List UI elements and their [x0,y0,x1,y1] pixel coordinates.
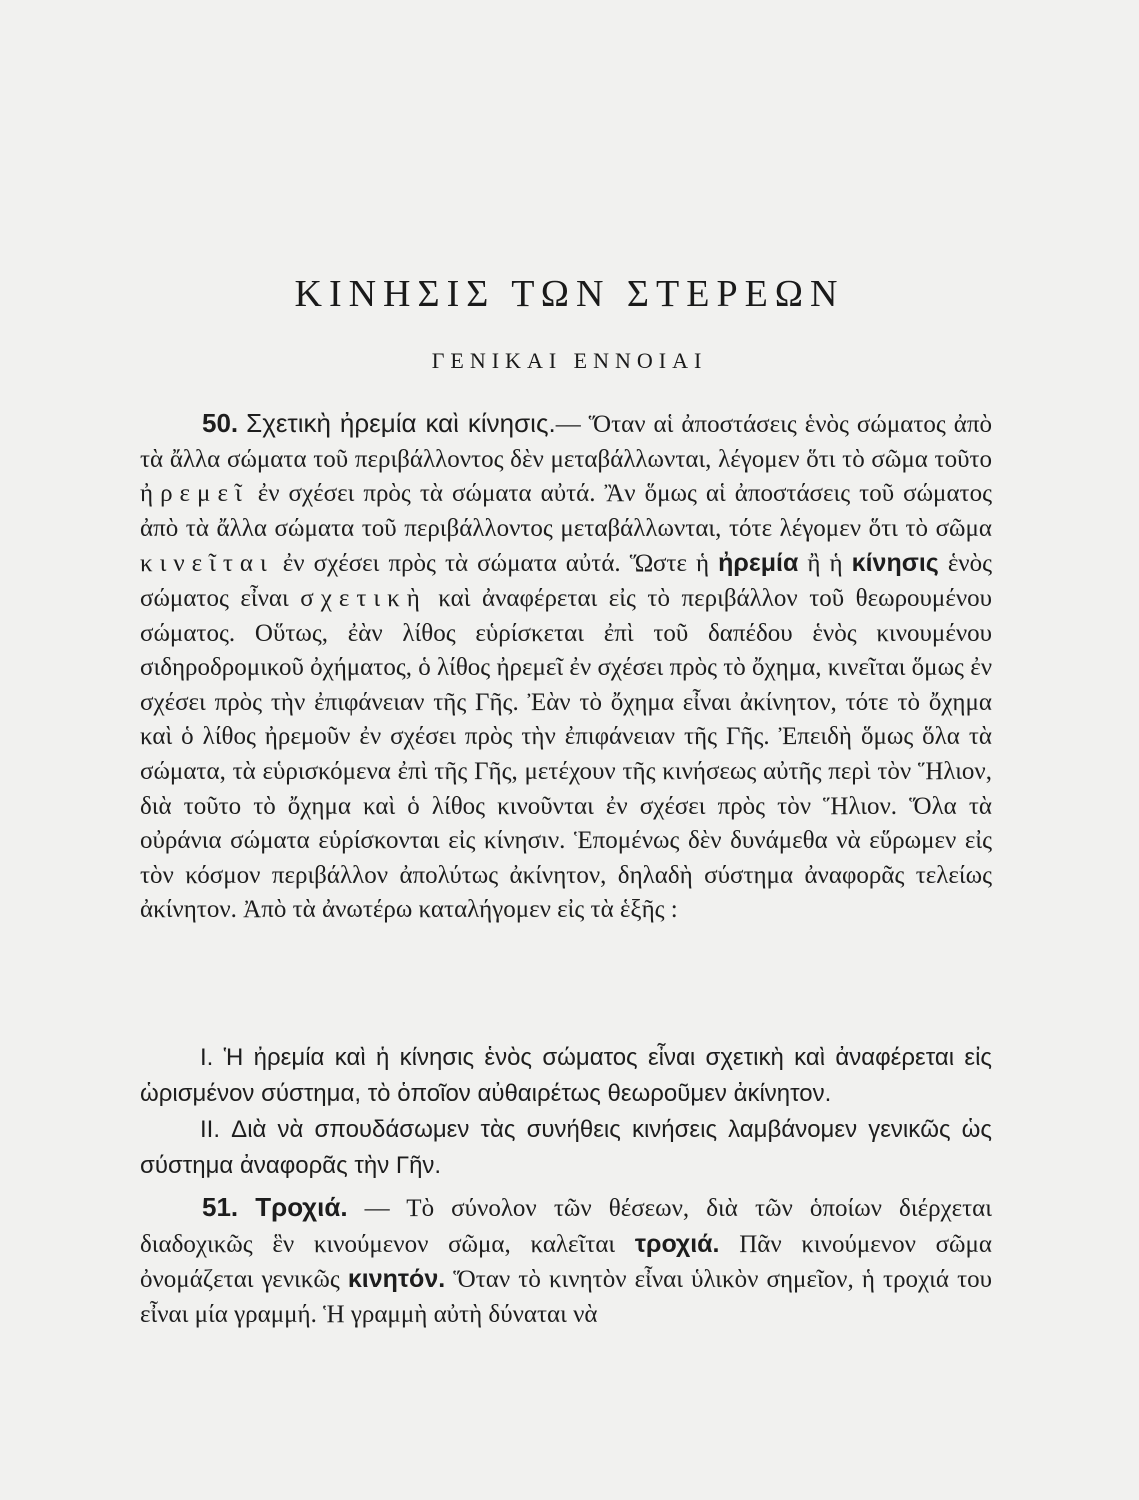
bold-term: κίνησις [851,549,939,578]
text-run: — Ὅταν αἱ ἀποστάσεις ἑνὸς σώματος ἀπὸ τὰ ἄλλα σώματα τοῦ περιβάλλοντος δὲν μεταβάλλωνται, λέγομεν ὅτι τὸ σῶμα τοῦτο [140,411,992,473]
section-heading: Τροχιά. [255,1192,348,1222]
spaced-term: σχετικὴ [300,584,427,612]
section-heading: Σχετικὴ ἠρεμία καὶ κίνησις. [246,408,556,438]
section-number: 51. [202,1192,239,1222]
list-item [140,1040,992,1112]
text-run: ἢ ἡ [807,550,843,578]
section-51-paragraph [140,1190,992,1332]
spaced-term: ἠρεμεῖ [140,480,249,508]
bold-term: ἠρεμία [718,549,799,578]
list-text: Διὰ νὰ σπουδάσωμεν τὰς συνήθεις κινήσεις λαμβάνομεν γενικῶς ὡς σύστημα ἀναφορᾶς τὴν Γῆν. [140,1116,992,1179]
text-run: — Τὸ σύνολον τῶν θέσεων, διὰ τῶν ὁποίων διέρχεται διαδοχικῶς ἓν κινούμενον σῶμα, καλεῖται [140,1195,993,1258]
conclusion-list [140,1040,992,1184]
spaced-term: κινεῖται [140,550,274,578]
section-number: 50. [202,408,239,438]
bold-term: τροχιά. [634,1229,720,1258]
chapter-subtitle: ΓΕΝΙΚΑΙ ΕΝΝΟΙΑΙ [431,348,708,373]
chapter-title: ΚΙΝΗΣΙΣ ΤΩΝ ΣΤΕΡΕΩΝ [294,273,845,315]
bold-term: κινητόν. [347,1265,446,1294]
text-run: Ὅταν τὸ κινητὸν εἶναι ὑλικὸν σημεῖον, ἡ τροχιά του εἶναι μία γραμμή. Ἡ γραμμὴ αὐτὴ δύναται νὰ [140,1266,992,1328]
text-run: ἐν σχέσει πρὸς τὰ σώματα αὐτά. Ἂν ὅμως αἱ ἀποστάσεις τοῦ σώματος ἀπὸ τὰ ἄλλα σώματα τοῦ περιβάλλοντος μεταβάλλωνται, τότε λέγομεν ὅτι τὸ σῶμα [140,480,993,542]
list-text: Ἡ ἠρεμία καὶ ἡ κίνησις ἑνὸς σώματος εἶναι σχετικὴ καὶ ἀναφέρεται εἰς ὡρισμένον σύστημα, τὸ ὁποῖον αὐθαιρέτως θεωροῦμεν ἀκίνητον. [140,1044,992,1107]
text-run: ἐν σχέσει πρὸς τὰ σώματα αὐτά. Ὥστε ἡ [282,550,710,578]
text-run: ἑνὸς σώματος εἶναι [140,550,993,612]
text-run: Πᾶν κινούμενον σῶμα ὀνομάζεται γενικῶς [140,1230,993,1294]
section-50-paragraph [140,406,992,928]
list-marker: II. [200,1116,221,1143]
list-marker: I. [200,1044,214,1071]
text-run: καὶ ἀναφέρεται εἰς τὸ περιβάλλον τοῦ θεωρουμένου σώματος. Οὕτως, ἐὰν λίθος εὑρίσκεται ἐπὶ τοῦ δαπέδου ἑνὸς κινουμένου σιδηροδρομικοῦ ὀχήματος, ὁ λίθος ἠρεμεῖ ἐν σχέσει πρὸς τὸ ὄχημα, κινεῖται ὅμως ἐν σχέσει πρὸς τὴν ἐπιφάνειαν τῆς Γῆς. Ἐὰν τὸ ὄχημα εἶναι ἀκίνητον, τότε τὸ ὄχημα καὶ ὁ λίθος ἠρεμοῦν ἐν σχέσει πρὸς τὴν ἐπιφάνειαν τῆς Γῆς. Ἐπειδὴ ὅμως ὅλα τὰ σώματα, τὰ εὑρισκόμενα ἐπὶ τῆς Γῆς, μετέχουν τῆς κινήσεως αὐτῆς περὶ τὸν Ἥλιον, διὰ τοῦτο τὸ ὄχημα καὶ ὁ λίθος κινοῦνται ἐν σχέσει πρὸς τὸν Ἥλιον. Ὅλα τὰ οὐράνια σώματα εὑρίσκονται εἰς κίνησιν. Ἑπομένως δὲν δυνάμεθα νὰ εὕρωμεν εἰς τὸν κόσμον περιβάλλον ἀπολύτως ἀκίνητον, δηλαδὴ σύστημα ἀναφορᾶς τελείως ἀκίνητον. Ἀπὸ τὰ ἀνωτέρω καταλήγομεν εἰς τὰ ἑξῆς : [140,584,992,924]
list-item [140,1112,992,1184]
